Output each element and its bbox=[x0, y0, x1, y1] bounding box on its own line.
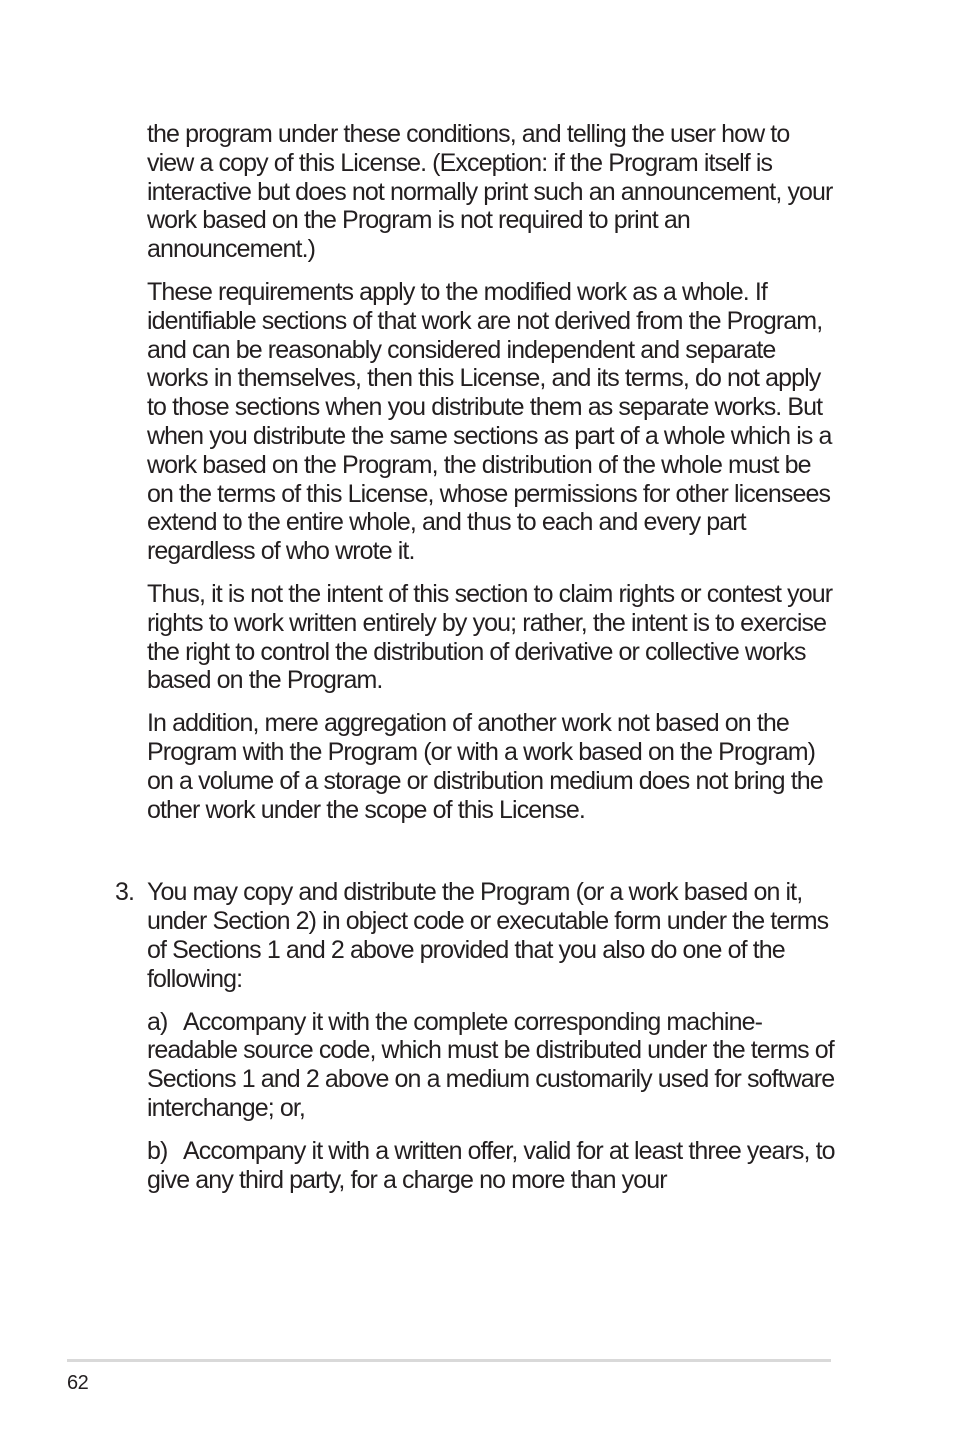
paragraph-intent: Thus, it is not the intent of this section to claim rights or contest your rights to work written entirely by you; rather, the intent is to exercise the right to control the distribution of derivative or collective works based on the Program. bbox=[147, 579, 833, 695]
section-3-item-a bbox=[147, 1008, 837, 1123]
section-3-number: 3. bbox=[115, 878, 135, 907]
paragraph-requirements: These requirements apply to the modified work as a whole. If identifiable sections of that work are not derived from the Program, and can be reasonably considered independent and separate works in themselves, then this License, and its terms, do not apply to those sections when you distribute them as separate works. But when you distribute the same sections as part of a whole which is a work based on the Program, the distribution of the whole must be on the terms of this License, whose permissions for other licensees extend to the entire whole, and thus to each and every part regardless of who wrote it. bbox=[147, 277, 832, 566]
footer-divider bbox=[67, 1359, 831, 1362]
section-3 bbox=[115, 878, 837, 1194]
item-b-label: b) bbox=[147, 1136, 168, 1165]
section-3-text: You may copy and distribute the Program (or a work based on it, under Section 2) in object code or executable form under the terms of Sections 1 and 2 above provided that you also do one of the following: bbox=[147, 878, 829, 993]
paragraph-announcement: the program under these conditions, and telling the user how to view a copy of this License. (Exception: if the Program itself is interactive but does not normally print such an announcement, your work based on the Program is not required to print an announcement.) bbox=[147, 120, 833, 264]
page-body bbox=[115, 120, 837, 1208]
item-a-text: Accompany it with the complete corresponding machine-readable source code, which must be distributed under the terms of Sections 1 and 2 above on a medium customarily used for software interchange; or, bbox=[147, 1007, 835, 1122]
page-number: 62 bbox=[67, 1372, 89, 1394]
paragraph-aggregation: In addition, mere aggregation of another work not based on the Program with the Program (or with a work based on the Program) on a volume of a storage or distribution medium does not bring the other work under the scope of this License. bbox=[147, 709, 823, 824]
item-b-text: Accompany it with a written offer, valid for at least three years, to give any third party, for a charge no more than your bbox=[147, 1136, 835, 1194]
section-3-item-b bbox=[147, 1137, 837, 1195]
item-a-label: a) bbox=[147, 1007, 168, 1036]
